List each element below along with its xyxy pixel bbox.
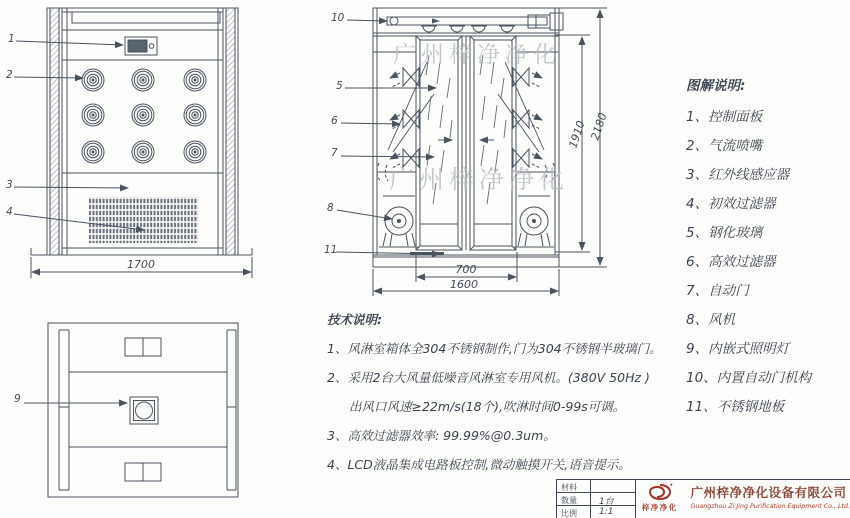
- legend-item: 10、内置自动门机构: [686, 370, 812, 386]
- quantity-label: 数量: [557, 493, 591, 505]
- legend-item: 8、风机: [686, 312, 736, 328]
- company-name-en: Guangzhou Zi Jing Purification Equipment Co., Ltd.: [690, 503, 850, 510]
- technical-notes-title: 技术说明:: [327, 312, 382, 327]
- title-block: [556, 479, 850, 518]
- watermark: 广州梓净净化: [389, 165, 570, 194]
- callout-label: 7: [331, 147, 338, 159]
- watermark: 广州梓净净化: [393, 42, 561, 68]
- legend-item: 11、不锈钢地板: [686, 399, 785, 415]
- legend-item: 1、控制面板: [686, 109, 763, 125]
- legend-item: 3、红外线感应器: [686, 167, 790, 183]
- legend-item: 6、高效过滤器: [686, 254, 776, 270]
- callout-label: 5: [336, 80, 343, 92]
- title-block-table: [557, 480, 636, 518]
- table-row: [557, 480, 635, 493]
- legend: [686, 74, 850, 424]
- dimension-label: 1700: [127, 258, 155, 271]
- technical-notes: [327, 310, 672, 484]
- dimension-label: 1910: [566, 119, 588, 150]
- legend-item: 4、初效过滤器: [686, 196, 776, 212]
- company-name-cn: 广州梓净净化设备有限公司: [690, 485, 847, 500]
- technical-note: 3、高效过滤器效率: 99.99%@0.3um。: [327, 428, 556, 443]
- legend-item: 9、内嵌式照明灯: [686, 341, 790, 357]
- material-label: 材料: [557, 480, 591, 492]
- table-row: [557, 493, 635, 506]
- front-view-drawing: [14, 8, 252, 278]
- callout-label: 8: [327, 202, 334, 214]
- callout-label: 1: [8, 33, 15, 45]
- plan-view-drawing: [24, 323, 238, 497]
- dimension-label: 1600: [450, 278, 478, 291]
- callout-label: 2: [6, 69, 13, 81]
- callout-label: 11: [324, 244, 338, 256]
- technical-note: 4、LCD液晶集成电路板控制,微动触摸开关,语音提示。: [327, 457, 631, 472]
- scale-label: 比例: [557, 506, 591, 518]
- quantity-value: 1台: [599, 497, 614, 507]
- material-value: [591, 480, 635, 492]
- technical-note: 2、采用2台大风量低噪音风淋室专用风机。(380V 50Hz ): [327, 370, 650, 385]
- callout-label: 10: [331, 12, 345, 24]
- legend-item: 7、自动门: [686, 283, 749, 299]
- callout-label: 3: [6, 179, 13, 191]
- table-row: [557, 506, 635, 518]
- technical-note: 出风口风速≥22m/s(18个),吹淋时间0-99s可调。: [349, 399, 626, 414]
- company-info: [683, 480, 850, 518]
- legend-item: 2、气流喷嘴: [686, 138, 763, 154]
- scale-value: 1:1: [599, 507, 614, 517]
- callout-label: 6: [331, 115, 338, 127]
- logo-text: 梓净净化: [641, 503, 678, 512]
- company-logo: [636, 480, 684, 518]
- legend-item: 5、钢化玻璃: [686, 225, 763, 241]
- technical-note: 1、风淋室箱体全304不锈钢制作,门为304不锈钢半玻璃门。: [327, 341, 662, 356]
- callout-label: 4: [6, 206, 13, 218]
- dimension-label: 2180: [588, 111, 610, 142]
- legend-title: 图解说明:: [686, 78, 746, 94]
- zijing-logo-icon: [647, 483, 673, 501]
- dimension-label: 700: [455, 263, 477, 276]
- callout-label: 9: [14, 393, 21, 405]
